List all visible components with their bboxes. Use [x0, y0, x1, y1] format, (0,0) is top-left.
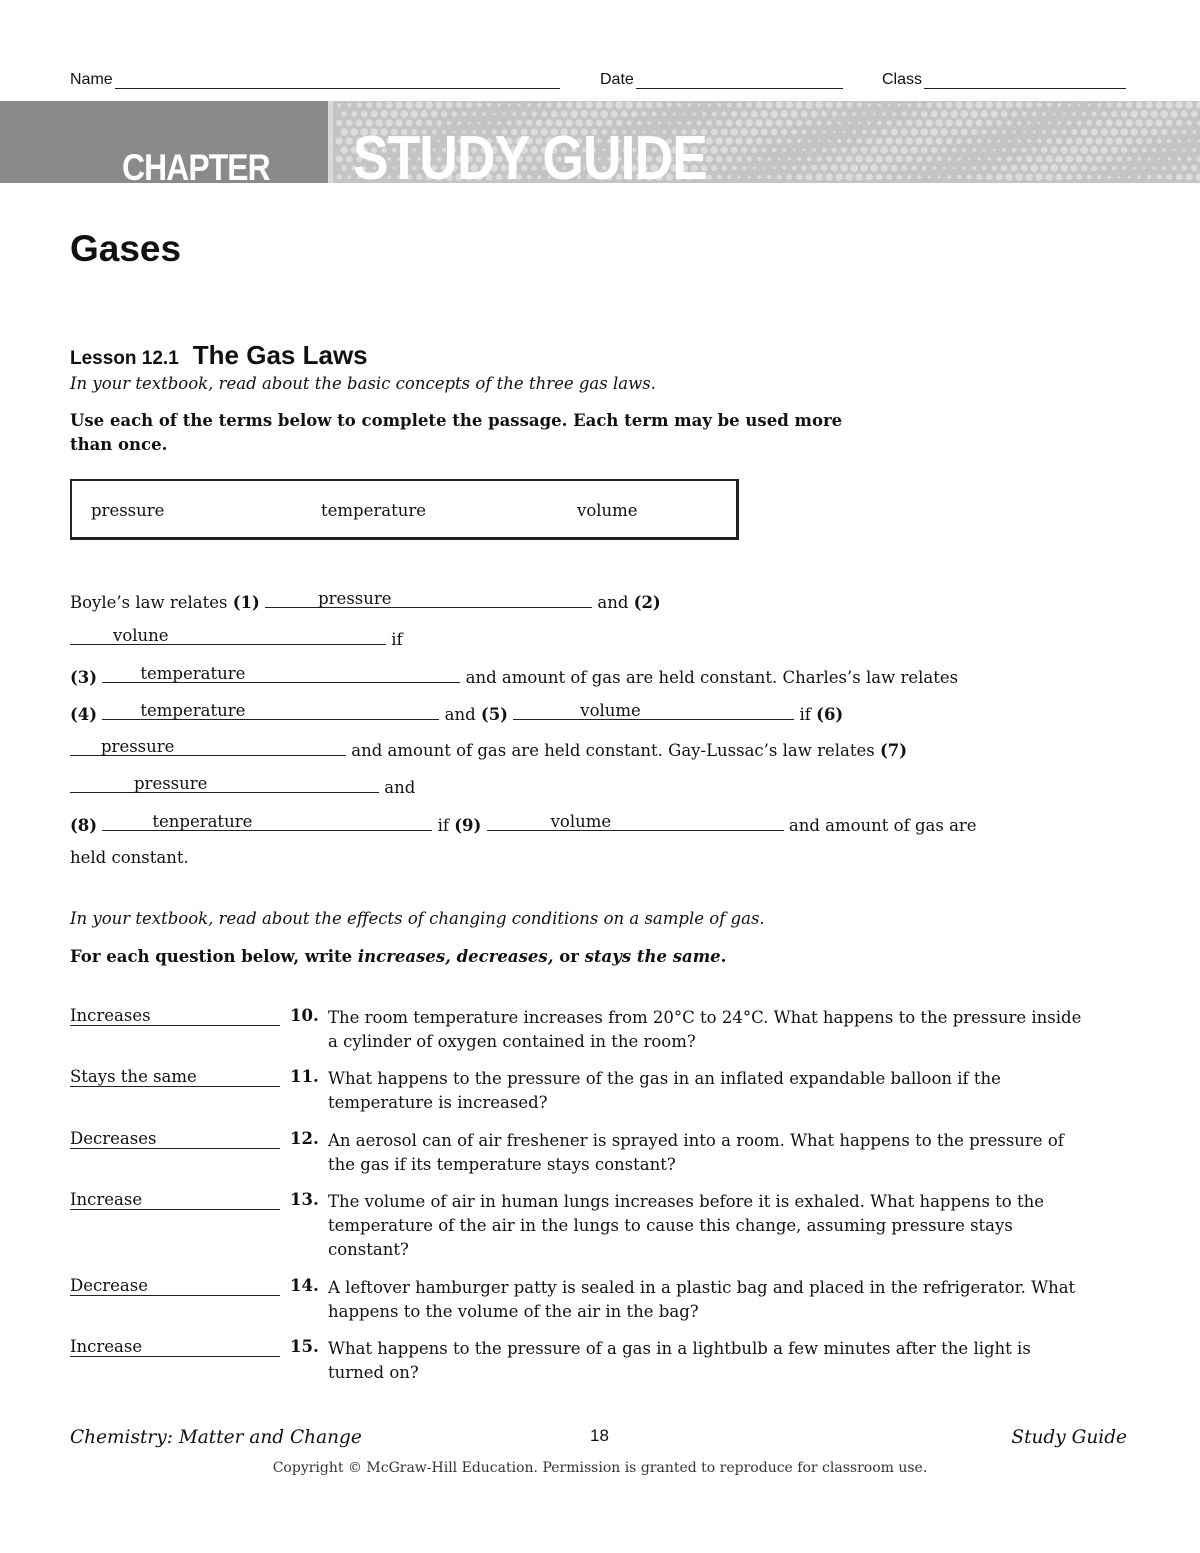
answer-text: Increase: [70, 1337, 143, 1356]
blank-number: (2): [633, 593, 661, 612]
passage-line: [70, 774, 415, 797]
blank-number: (5): [480, 705, 508, 724]
passage-line: [70, 664, 958, 687]
answer-blank-1[interactable]: [265, 589, 592, 608]
term-item: temperature: [321, 501, 427, 520]
passage-text: if: [799, 705, 811, 724]
passage-text: if: [391, 630, 403, 649]
chapter-label: CHAPTER: [122, 147, 270, 183]
answer-blank-2[interactable]: [70, 626, 386, 645]
answer-text: pressure: [101, 737, 175, 756]
answer-text: pressure: [134, 774, 208, 793]
answer-text: Decrease: [70, 1276, 148, 1295]
date-field[interactable]: [600, 70, 843, 89]
answer-text: temperature: [140, 664, 246, 683]
passage-text: Boyle’s law relates: [70, 593, 228, 612]
copyright-notice: Copyright © McGraw-Hill Education. Permission is granted to reproduce for classroom use.: [272, 1460, 928, 1476]
blank-number: (3): [70, 668, 98, 687]
question-number: 12.: [290, 1129, 319, 1148]
question-number: 13.: [290, 1190, 319, 1209]
class-line[interactable]: [924, 70, 1126, 89]
question-number: 15.: [290, 1337, 319, 1356]
page-number: 18: [590, 1426, 609, 1445]
blank-number: (7): [880, 741, 908, 760]
passage-text: and: [444, 705, 476, 724]
date-line[interactable]: [636, 70, 843, 89]
study-guide-label: STUDY GUIDE: [353, 124, 707, 183]
instruction-option: stays the same: [584, 947, 721, 966]
answer-text: tenperature: [152, 812, 253, 831]
blank-number: (9): [454, 816, 482, 835]
answer-blank-3[interactable]: [102, 664, 460, 683]
passage-line: [70, 737, 907, 760]
answer-blank-7[interactable]: [70, 774, 379, 793]
lesson-title: The Gas Laws: [192, 340, 368, 370]
answer-text: volune: [113, 626, 169, 645]
passage-text: and amount of gas are held constant. Charles’s law relates: [465, 668, 959, 687]
question-number: 14.: [290, 1276, 319, 1295]
page-title: Gases: [70, 228, 182, 269]
passage-text: and: [597, 593, 629, 612]
blank-number: (1): [232, 593, 260, 612]
date-label: Date: [600, 71, 634, 88]
question-text: A leftover hamburger patty is sealed in a plastic bag and placed in the refrigerator. What happens to the volume of the air in the bag?: [328, 1278, 1076, 1321]
question-text: What happens to the pressure of a gas in a lightbulb a few minutes after the light is turned on?: [328, 1339, 1031, 1382]
passage-text: and amount of gas are: [788, 816, 977, 835]
blank-number: (4): [70, 705, 98, 724]
instruction-text: For each question below, write: [70, 947, 353, 966]
name-field[interactable]: [70, 70, 560, 89]
lesson-number: Lesson 12.1: [70, 348, 179, 369]
answer-text: pressure: [318, 589, 392, 608]
instruction-text: .: [720, 947, 727, 966]
answer-text: temperature: [140, 701, 246, 720]
answer-blank-6[interactable]: [70, 737, 346, 756]
passage-text: if: [437, 816, 449, 835]
passage-text: and amount of gas are held constant. Gay-Lussac’s law relates: [351, 741, 875, 760]
answer-text: Stays the same: [70, 1067, 197, 1086]
answer-text: Increases: [70, 1006, 151, 1025]
passage-text: and: [384, 778, 416, 797]
passage-line: [70, 812, 977, 835]
question-text: An aerosol can of air freshener is sprayed into a room. What happens to the pressure of the gas if its temperature stays constant?: [328, 1131, 1064, 1174]
part1-read-instruction: In your textbook, read about the basic concepts of the three gas laws.: [70, 374, 656, 393]
answer-text: Increase: [70, 1190, 143, 1209]
term-box: [70, 479, 739, 540]
lesson-heading: [70, 340, 368, 371]
footer-guide-title: Study Guide: [1011, 1427, 1127, 1448]
answer-blank-4[interactable]: [102, 701, 439, 720]
passage-line: [70, 589, 661, 612]
term-item: pressure: [91, 501, 165, 520]
student-info-row: [70, 70, 1130, 94]
name-label: Name: [70, 71, 113, 88]
term-item: volume: [577, 501, 638, 520]
class-label: Class: [882, 71, 923, 88]
instruction-option: increases, decreases,: [357, 947, 554, 966]
class-field[interactable]: [882, 70, 1126, 89]
passage-line: [70, 626, 403, 649]
passage-line: [70, 701, 843, 724]
question-text: What happens to the pressure of the gas in an inflated expandable balloon if the temperature is increased?: [328, 1069, 1001, 1112]
answer-text: volume: [580, 701, 641, 720]
instruction-text: or: [559, 947, 579, 966]
part1-task-instruction: Use each of the terms below to complete the passage. Each term may be used more than once.: [70, 411, 843, 454]
answer-text: Decreases: [70, 1129, 157, 1148]
blank-number: (8): [70, 816, 98, 835]
passage-line: [70, 848, 189, 867]
footer-book-title: Chemistry: Matter and Change: [70, 1427, 362, 1448]
name-line[interactable]: [115, 70, 560, 89]
passage-text: held constant.: [70, 848, 189, 867]
chapter-banner: [0, 101, 1200, 183]
answer-text: volume: [550, 812, 612, 831]
answer-blank-9[interactable]: [487, 812, 784, 831]
question-number: 10.: [290, 1006, 319, 1025]
question-number: 11.: [290, 1067, 319, 1086]
answer-blank-5[interactable]: [513, 701, 794, 720]
blank-number: (6): [816, 705, 844, 724]
part2-task-instruction: [70, 945, 970, 969]
question-text: The volume of air in human lungs increases before it is exhaled. What happens to the temperature of the air in the lungs to cause this change, assuming pressure stays constant?: [328, 1192, 1044, 1259]
answer-blank-8[interactable]: [102, 812, 432, 831]
question-text: The room temperature increases from 20°C to 24°C. What happens to the pressure inside a cylinder of oxygen contained in the room?: [328, 1008, 1082, 1051]
part2-read-instruction: In your textbook, read about the effects of changing conditions on a sample of gas.: [70, 909, 765, 928]
